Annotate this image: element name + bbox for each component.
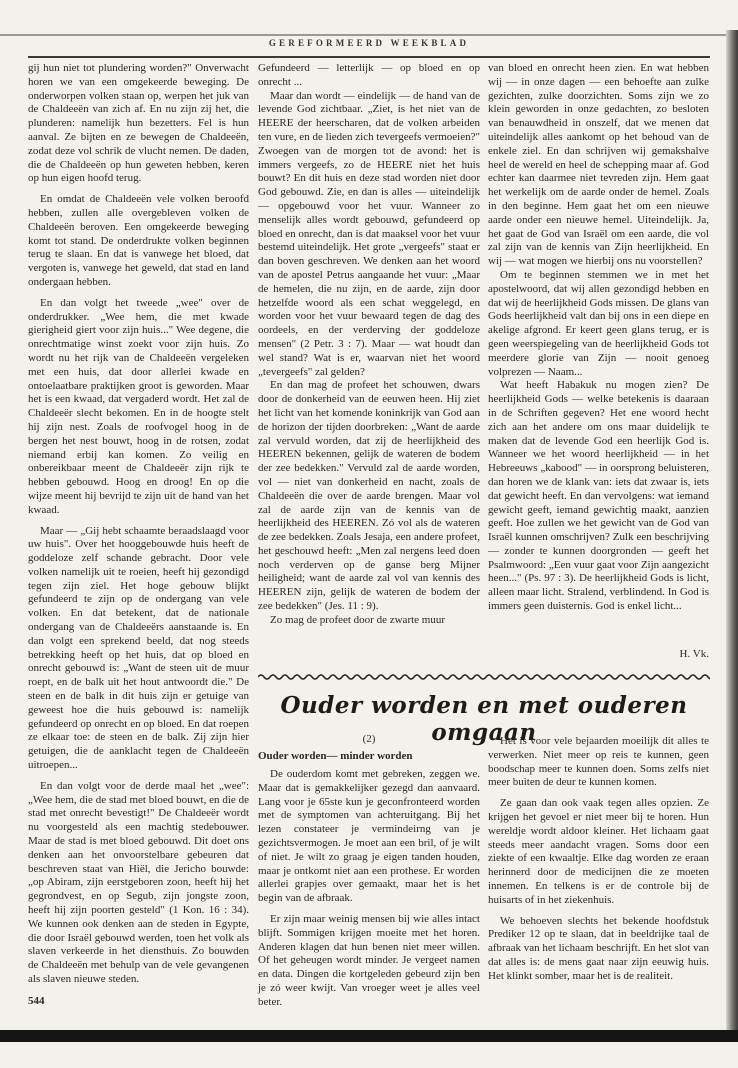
paragraph: Ze gaan dan ook vaak tegen alles opzien. Ze krijgen het gevoel er niet meer bij te horen. Hun wereldje wordt aldoor kleiner. Het lichaam gaat steeds meer aandacht vragen. Soms door een ziekte of een kwaaltje. Elke dag worden ze eraan herinnerd door de medicijnen die ze moeten innemen. En telkens is er de controle bij de huisarts of in het ziekenhuis.	[488, 797, 709, 906]
article2-column-1	[258, 768, 480, 1017]
header-rule	[28, 56, 710, 58]
scan-top-edge	[0, 34, 738, 36]
paragraph: Maar dan wordt — eindelijk — de hand van de levende God zichtbaar. „Ziet, is het niet van de HEERE der heerscharen, dat de volken arbeiden ten vure, en de lieden zich tevergeefs vermoeien?" Zwoegen van de morgen tot de avond: het is immers vergeefs, zo de HEERE niet het huis bouwt? En dit huis en deze stad worden niet door God gebouwd. Zie, en dan is alles — uiteindelijk — opgebouwd voor het vuur. Wanneer zo menselijk alles wordt gebouwd, gefundeerd op bloed en onrecht, dan is dat maaksel voor het vuur bestemd uiteindelijk. Het grote „vergeefs" staat er dan boven geschreven. We denken aan het woord van de apostel Petrus aangaande het vuur: „Maar de hemelen, die nu zijn, en de aarde, zijn door hetzelfde woord als een schat weggelegd, en worden voor het vuur bewaard tegen de dag des oordeels, en der verderving der goddeloze mensen" (2 Petr. 3 : 7). Maar — wat houdt dan wel stand? Wat is er, waarvan niet het woord „tevergeefs" zal gelden?	[258, 89, 480, 378]
article2-title: Ouder worden en met ouderen omgaan	[280, 692, 688, 746]
paragraph: Om te beginnen stemmen we in met het apostelwoord, dat wij allen gezondigd hebben en dat wij de heerlijkheid Gods missen. De glans van Gods heerlijkheid valt dan bij ons in een diepe en akelige afgrond. Er keert geen glans terug, er is geen weerspiegeling van de heerlijkheid Gods tot meerdere glorie van Zijn — nooit genoeg volprezen — Naam...	[488, 268, 709, 378]
paragraph: Gefundeerd — letterlijk — op bloed en op onrecht ...	[258, 62, 480, 88]
paragraph: En dan volgt voor de derde maal het „wee": „Wee hem, die de stad met bloed bouwt, en die de stad met onrecht bevestigt!" De Chaldeeër wordt nu voorgesteld als een machtig stedebouwer. Maar de stad is met bloed gebouwd. Dit doet ons denken aan het onvoorstelbare gebeuren dat beschreven staat van Hiël, die Jericho bouwde: „op Abiram, zijn eerstgeboren zoon, heeft hij het gegrondvest, en op Segub, zijn jongste zoon, heeft hij zijn poorten gesteld" (1 Kon. 16 : 34). We kunnen ook denken aan de steden in Egypte, die door Israël gebouwd werden, toen het volk als slaven verkeerde in het diensthuis. Zo bouwden de Chaldeeën met behulp van de vele gevangenen als slaven nieuwe steden.	[28, 779, 249, 985]
paragraph: We behoeven slechts het bekende hoofdstuk Prediker 12 op te slaan, dat in beeldrijke taal de afbraak van het lichaam beschrijft. En het slot van dat alles is: de mens gaat naar zijn eeuwig huis. Het klinkt somber, maar het is de realiteit.	[488, 914, 709, 982]
scan-bottom-edge	[0, 1030, 738, 1042]
paragraph: Het is voor vele bejaarden moeilijk dit alles te verwerken. Niet meer op reis te kunnen, geen boodschap meer te kunnen doen. Soms zelfs niet meer buiten de deur te kunnen komen.	[488, 735, 709, 789]
article2-column-2	[488, 735, 709, 991]
paragraph: Er zijn maar weinig mensen bij wie alles intact blijft. Sommigen krijgen moeite met het horen. Anderen klagen dat hun benen niet meer willen. Of het geheugen wordt minder. Je vergeet namen en data. Dingen die kortgeleden gebeurd zijn ben je zó weer kwijt. Van vroeger weet je alles veel beter.	[258, 912, 480, 1008]
paragraph: Zo mag de profeet door de zwarte muur	[270, 613, 446, 626]
paragraph: van bloed en onrecht heen zien. En wat hebben wij — in onze dagen — een behoefte aan zulke gezichten, zulke doorzichten. Soms zijn we zo klein geworden in onze gedachten, zo besloten van benauwdheid in onszelf, dat we menen dat uiteindelijk alles aankomt op het behoud van de enkele ziel. En dan schrijven wij gemakshalve heel de wereld en heel de schepping maar af. God echter kan daarmee niet tevreden zijn. Hem gaat het werkelijk om de aarde onder de hemel. Zoals in den beginne. Hem gaat het om een nieuwe aarde onder een nieuwe hemel. Uiteindelijk. Ja, het gaat de God van Israël om een aarde, die vol zal zijn van de kennis van Zijn heerlijkheid. En wij — wat mogen we hierbij ons nu voorstellen?	[488, 62, 709, 268]
paragraph: En omdat de Chaldeeën vele volken beroofd hebben, zullen alle overgebleven volken de Chaldeeën beroven. Een omgekeerde beweging komt tot stand. De onderdrukte volken beginnen terug te slaan. En dat is vanwege het bloed, dat vergoten is, vanwege het geweld, dat stad en land ondergaan hebben.	[28, 193, 249, 288]
article1-column-2	[258, 62, 480, 628]
page-number: 544	[28, 995, 45, 1007]
paragraph: En dan mag de profeet het schouwen, dwars door de donkerheid van de eeuwen heen. Hij ziet het licht van het komende koninkrijk van God aan de horizon der tijden doorbreken: „Want de aarde zal vervuld worden, dat zij de heerlijkheid des HEEREN bekennen, gelijk de wateren de bodem der zee bedekken." Vervuld zal de aarde worden, vol — niet van donkerheid en nacht, zoals de Chaldeeën die over de aarde brengen. Maar vol zal de aarde zijn van de kennis van de heerlijkheid des HEEREN. Zó vol als de wateren de zee bedekken. Zoals Jesaja, een andere profeet, het geschouwd heeft: „Men zal nergens leed doen noch verderven op de ganse berg Mijner heiligheid; want de aarde zal vol van kennis des HEEREN zijn, gelijk de wateren de bodem der zee bedekken" (Jes. 11 : 9).	[258, 379, 480, 613]
author-signature: H. Vk.	[679, 648, 709, 660]
article1-column-3	[488, 62, 709, 614]
paragraph: De ouderdom komt met gebreken, zeggen we. Maar dat is gemakkelijker gezegd dan aanvaard. Lang voor je 65ste kun je geconfronteerd worden met de symptomen van achteruitgang. Bij het lezen constateer je vermindeirng van je gezichtsvermogen. Je moet aan een bril, of je wilt of niet. Je wilt zo graag je eigen tanden houden, maar je ontkomt niet aan een prothese. Er worden allerlei grapjes over gemaakt, maar het is het begin van de afbraak.	[258, 768, 480, 905]
wavy-divider	[258, 672, 710, 682]
article2-part-number: (2)	[362, 733, 376, 745]
paragraph: Maar — „Gij hebt schaamte beraadslaagd voor uw huis". Over het hooggebouwde huis heeft de goddeloze zelf schande gebracht. Door vele volken namelijk uit te roeien, heeft hij gezondigd tegen zijn ziel. Het hoge gebouw blijkt gefundeerd te zijn op de ondergang van vele volken. En dat betekent, dat de nationale ondergang van de Chaldeeërs aanstaande is. En dan volgt een sprekend beeld, dat nog steeds betrekking heeft op het huis, dat op bloed en onrecht gebouwd is: „Want de steen uit de muur roept, en de balk uit het hout antwoordt die." De steen en de balk in dit huis zijn er getuige van geweest hoe die huis gebouwd is: namelijk gefundeerd op onrecht en op bloed. En dat roepen ze elkaar toe: de steen en de balk. Zij zijn hier getuigen, die de aanklacht tegen de Chaldeeën uitroepen...	[28, 524, 249, 772]
article2-subheading: Ouder worden— minder worden	[258, 750, 413, 762]
paragraph: Wat heeft Habakuk nu mogen zien? De heerlijkheid Gods — welke betekenis is daaraan in de Schriften gegeven? Het ene woord hecht zich aan het andere om ons maar duidelijk te maken dat de levende God een heerlijk God is. Wanneer we het woord heerlijkheid — in het Hebreeuws „kabood" — in oorsprong beluisteren, dan horen we de klank van: iets dat zwaar is, iets dat gewicht heeft. En dan vervolgens: wat iemand gewicht geeft, iemand gewichtig maakt, aanzien geeft. Hoe zullen we het gewicht van de God van Israël kunnen omschrijven? Zulk een beschrijving — zonder te kunnen doorgronden — geeft het Psalmwoord: „Een vuur gaat voor Zijn aangezicht heen..." (Ps. 97 : 3). De heerlijkheid Gods is licht, alleen maar licht. Stralend, verblindend. In God is immers geen duisternis. God is enkel licht...	[488, 379, 709, 613]
article1-column-1	[28, 62, 249, 994]
scan-binding-shadow	[726, 30, 738, 1040]
paragraph: gij hun niet tot plundering worden?" Onverwacht horen we van een omgekeerde beweging. De onderworpen volken staan op, werpen het juk van de Chaldeeën van zich af. En nu zijn zij het, die plunderen: namelijk hun bezetters. Fel is hun aanval. Ze bijten en ze bewegen de Chaldeeën, zodat deze vol schrik de vlucht nemen. De daden, die de Chaldeeën op hun geweten hebben, keren op hun eigen hoofd terug.	[28, 62, 249, 185]
running-title: GEREFORMEERD WEEKBLAD	[268, 38, 470, 48]
paragraph: En dan volgt het tweede „wee" over de onderdrukker. „Wee hem, die met kwade gierigheid giert voor zijn huis..." Wee degene, die onrechtmatige winst zoekt voor zijn huis. Zo wordt nu het rijk van de Chaldeeën vergeleken met een huis, dat door allerlei kwade en ontoelaatbare praktijken groot is geworden. Maar het is een kwaad, dat vergaderd wordt. Het zal de Chaldeeër slecht bekomen. En in de hoogte stelt hij zijn nest. Zoals de roofvogel hoog in de bergen het nest bouwt, hoog in de rotsen, zodat niemand erbij kan komen. Zo veilig en onbereikbaar meent de Chaldeeër zijn rijk te hebben gebouwd. Hoog en droog! En op die wijze meent hij bevrijd te zijn uit de hand van het kwaad.	[28, 296, 249, 516]
